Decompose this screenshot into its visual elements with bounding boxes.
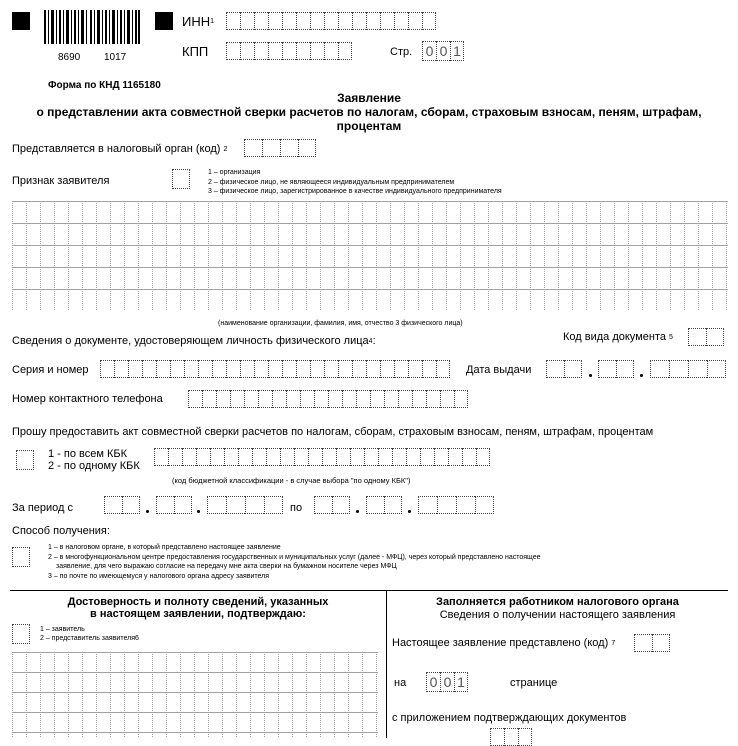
title-line2: о представлении акта совместной сверки расчетов по налогам, сборам, страховым взносам, пеням, штрафам, (36, 105, 702, 119)
on-label: на (394, 677, 407, 689)
applicant-sign-field[interactable] (172, 169, 190, 189)
corner-marker-left (12, 12, 30, 30)
delivery-option-2: 2 – в многофункциональном центре предоставления государственных и муниципальных услуг (далее - МФЦ), через который представлено настоящее (48, 554, 541, 561)
kpp-label: КПП (182, 44, 209, 59)
period-from-day[interactable] (104, 496, 140, 514)
delivery-field[interactable] (12, 547, 30, 567)
tax-authority-label: Представляется в налоговый орган (код) $^2$ (12, 143, 228, 155)
period-to-label: по (290, 502, 303, 514)
receipt-info-title: Сведения о получении настоящего заявления (439, 609, 676, 621)
presented-code-label: Настоящее заявление представлено (код) $^7$ (392, 637, 616, 649)
pages-label: странице (510, 677, 558, 689)
kpp-field[interactable] (226, 42, 352, 60)
period-to-year[interactable] (418, 496, 494, 514)
request-text: Прошу предоставить акт совместной сверки расчетов по налогам, сборам, страховым взносам, пеням, штрафам, процентам (12, 426, 654, 438)
delivery-option-1: 1 – в налоговом органе, в который представлено настоящее заявление (48, 544, 281, 551)
page-count-digit: 1 (454, 672, 468, 692)
tax-officer-title: Заполняется работником налогового органа (436, 596, 679, 608)
page-count-digit: 0 (426, 672, 440, 692)
page-count-digit: 0 (440, 672, 454, 692)
phone-label: Номер контактного телефона (12, 393, 163, 405)
page-digit: 0 (436, 41, 450, 61)
issue-year-field[interactable] (650, 360, 726, 378)
page-count-field (426, 672, 468, 692)
series-label: Серия и номер (12, 364, 89, 376)
doc-code-field[interactable] (688, 328, 724, 346)
issue-day-field[interactable] (546, 360, 582, 378)
period-to-month[interactable] (366, 496, 402, 514)
issue-date-label: Дата выдачи (466, 364, 532, 376)
name-grid[interactable] (12, 201, 728, 311)
inn-field[interactable] (226, 12, 436, 30)
tax-authority-code-field[interactable] (244, 139, 316, 157)
period-from-label: За период с (12, 502, 74, 514)
period-from-month[interactable] (156, 496, 192, 514)
date-dot (197, 510, 200, 513)
applicant-option: 1 – организация (208, 169, 261, 176)
presented-code-field[interactable] (634, 634, 670, 652)
applicant-option: 2 – физическое лицо, не являющееся индивидуальным предпринимателем (208, 179, 455, 186)
page-digit: 0 (422, 41, 436, 61)
delivery-option-2-cont: заявление, для чего выражаю согласие на передачу мне акта сверки на бумажном носителе через МФЦ (56, 563, 397, 570)
title-line3: процентам (336, 119, 402, 133)
applicant-option: 3 – физическое лицо, зарегистрированное в качестве индивидуального предпринимателя (208, 188, 502, 195)
kbk-code-field[interactable] (154, 448, 490, 466)
confirm-title-1: Достоверность и полноту сведений, указанных (67, 596, 329, 608)
attachments-count-field[interactable] (490, 728, 532, 746)
attachments-label: с приложением подтверждающих документов (392, 712, 627, 724)
barcode-number-1: 8690 (58, 52, 81, 63)
date-dot (589, 374, 592, 377)
issue-month-field[interactable] (598, 360, 634, 378)
period-from-year[interactable] (207, 496, 283, 514)
page-number-field (422, 41, 464, 61)
corner-marker-right (155, 12, 173, 30)
confirm-option-2: 2 – представитель заявителя$^6$ (40, 635, 139, 642)
identity-label: Сведения о документе, удостоверяющем личность физического лица$^4$: (12, 335, 376, 347)
page-label: Стр. (390, 46, 413, 58)
date-dot (408, 510, 411, 513)
period-to-day[interactable] (314, 496, 350, 514)
doc-code-label: Код вида документа $^5$ (563, 331, 673, 343)
page-digit: 1 (450, 41, 464, 61)
confirm-signer-field[interactable] (12, 624, 30, 644)
name-caption: (наименование организации, фамилия, имя, отчество $^3$ физического лица) (218, 320, 463, 327)
date-dot (640, 374, 643, 377)
title-line1: Заявление (337, 91, 401, 105)
inn-label: ИНН$^1$ (182, 14, 215, 29)
confirm-option-1: 1 – заявитель (40, 626, 85, 633)
confirm-title-2: в настоящем заявлении, подтверждаю: (90, 608, 306, 620)
delivery-label: Способ получения: (12, 525, 110, 537)
barcode (44, 10, 140, 50)
kbk-option-2: 2 - по одному КБК (48, 460, 140, 472)
signer-name-grid[interactable] (12, 652, 378, 738)
kbk-caption: (код бюджетной классификации - в случае выбора "по одному КБК") (172, 476, 411, 485)
kbk-choice-field[interactable] (16, 450, 34, 470)
delivery-option-3: 3 – по почте по имеющемуся у налогового органа адресу заявителя (48, 573, 270, 580)
kbk-option-1: 1 - по всем КБК (48, 448, 128, 460)
bottom-section-divider (10, 590, 728, 591)
date-dot (146, 510, 149, 513)
form-code: Форма по КНД 1165180 (48, 80, 161, 91)
series-field[interactable] (100, 360, 450, 378)
barcode-number-2: 1017 (104, 52, 127, 63)
applicant-sign-label: Признак заявителя (12, 175, 110, 187)
date-dot (356, 510, 359, 513)
phone-field[interactable] (188, 390, 468, 408)
